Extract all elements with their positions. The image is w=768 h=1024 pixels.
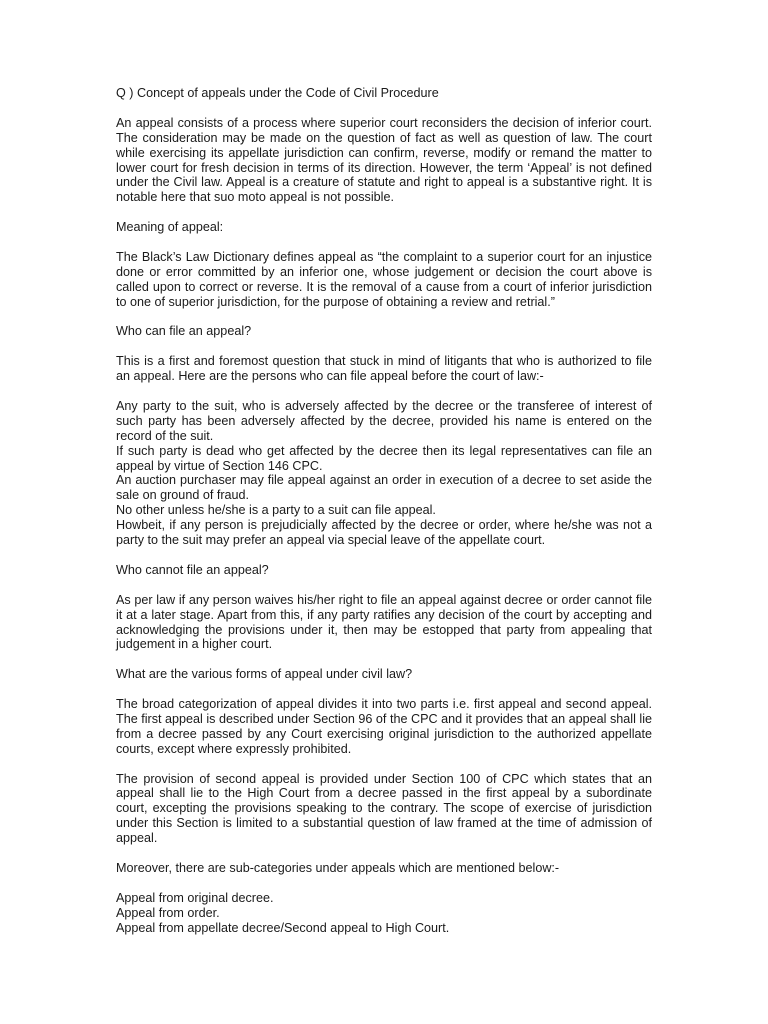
who-can-item: No other unless he/she is a party to a suit can file appeal. [116,503,436,518]
who-can-item: An auction purchaser may file appeal against an order in execution of a decree to set aside the sale on ground of fraud. [116,473,652,503]
forms-paragraph-first-appeal: The broad categorization of appeal divides it into two parts i.e. first appeal and second appeal. The first appeal is described under Section 96 of the CPC and it provides that an appeal shall lie from a decree passed by any Court exercising original jurisdiction to the authorized appellate courts, except where expressly prohibited. [116,697,652,756]
who-can-item: Any party to the suit, who is adversely affected by the decree or the transferee of interest of such party has been adversely affected by the decree, provided his name is entered on the record of the suit. [116,398,652,443]
subcategory-item: Appeal from order. [116,905,220,920]
subcategory-item: Appeal from original decree. [116,890,274,905]
subcategories-intro: Moreover, there are sub-categories under appeals which are mentioned below:- [116,860,560,875]
who-can-item: Howbeit, if any person is prejudicially affected by the decree or order, where he/she was not a party to the suit may prefer an appeal via special leave of the appellate court. [116,518,652,548]
who-cannot-heading: Who cannot file an appeal? [116,562,269,577]
forms-paragraph-second-appeal: The provision of second appeal is provided under Section 100 of CPC which states that an appeal shall lie to the High Court from a decree passed in the first appeal by a subordinate court, excepting the provisions speaking to the contrary. The scope of exercise of jurisdiction under this Section is limited to a substantial question of law framed at the time of admission of appeal. [116,771,652,846]
meaning-heading: Meaning of appeal: [116,220,224,235]
document-page [116,86,652,935]
subcategory-item: Appeal from appellate decree/Second appeal to High Court. [116,920,450,935]
document-title: Q ) Concept of appeals under the Code of Civil Procedure [116,86,439,100]
who-cannot-paragraph: As per law if any person waives his/her right to file an appeal against decree or order cannot file it at a later stage. Apart from this, if any party ratifies any decision of the court by accepting and acknowledging the provisions under it, then may be estopped that party from appealing that judgement in a higher court. [116,592,652,652]
meaning-paragraph: The Black’s Law Dictionary defines appeal as “the complaint to a superior court for an injustice done or error committed by an inferior one, whose judgement or decision the court above is called upon to correct or reverse. It is the removal of a cause from a court of inferior jurisdiction to one of superior jurisdiction, for the purpose of obtaining a review and retrial.” [116,249,652,309]
who-can-intro-paragraph: This is a first and foremost question that stuck in mind of litigants that who is authorized to file an appeal. Here are the persons who can file appeal before the court of law:- [116,354,652,384]
forms-heading: What are the various forms of appeal under civil law? [116,667,413,682]
who-can-heading: Who can file an appeal? [116,324,252,339]
intro-paragraph: An appeal consists of a process where superior court reconsiders the decision of inferior court. The consideration may be made on the question of fact as well as question of law. The court while exercising its appellate jurisdiction can confirm, reverse, modify or remand the matter to lower court for fresh decision in terms of its direction. However, the term ‘Appeal’ is not defined under the Civil law. Appeal is a creature of statute and right to appeal is a substantive right. It is notable here that suo moto appeal is not possible. [116,115,652,205]
who-can-item: If such party is dead who get affected by the decree then its legal representatives can file an appeal by virtue of Section 146 CPC. [116,443,652,473]
